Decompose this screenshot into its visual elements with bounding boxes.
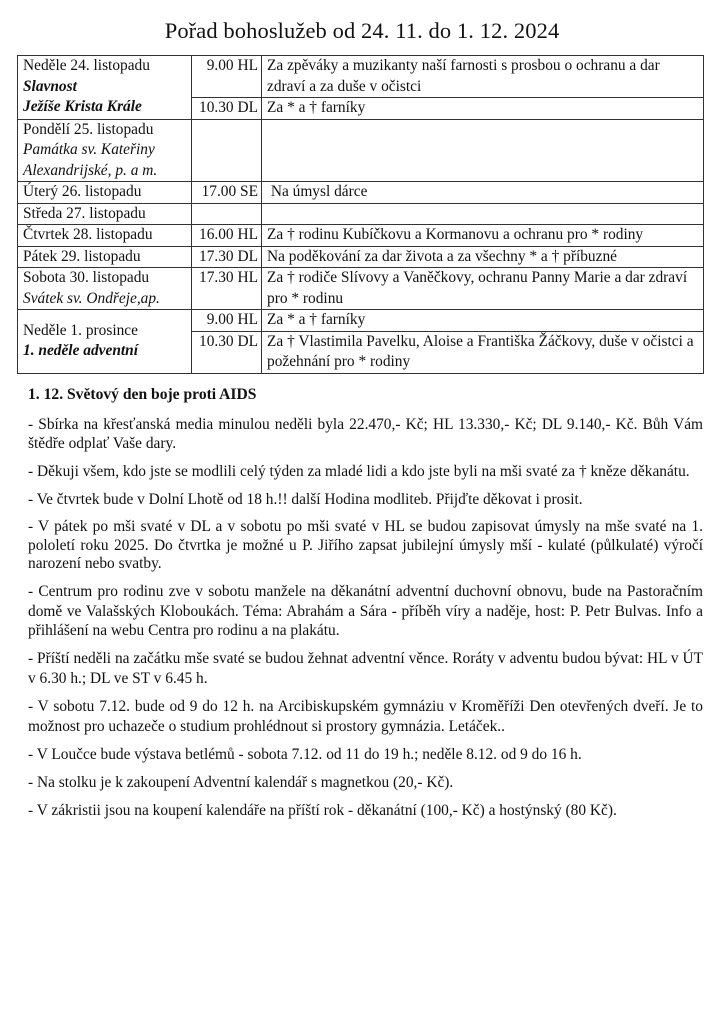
table-row	[18, 268, 704, 310]
intention-cell: Za zpěváky a muzikanty naší farnosti s prosbou o ochranu a dar zdraví a za duše v očistci	[262, 56, 704, 98]
announcement-item: - Ve čtvrtek bude v Dolní Lhotě od 18 h.!! další Hodina modliteb. Přijďte děkovat i prosit.	[28, 491, 583, 509]
day-cell	[18, 310, 192, 374]
day-cell	[18, 268, 192, 310]
feast-label: Slavnost	[23, 77, 77, 95]
intention-cell: Za * a † farníky	[262, 310, 704, 332]
day-label: Pondělí 25. listopadu	[23, 120, 154, 138]
announcement-item: - Sbírka na křesťanská media minulou neděli byla 22.470,- Kč; HL 13.330,- Kč; DL 9.140,- Kč. Bůh Vám štědře odplať Vaše dary.	[28, 415, 703, 452]
intention-cell: Za † rodinu Kubíčkovu a Kormanovu a ochranu pro * rodiny	[262, 225, 704, 247]
announcement-item: - V Loučce bude výstava betlémů - sobota 7.12. od 11 do 19 h.; neděle 8.12. od 9 do 16 h.	[28, 745, 582, 763]
table-row	[18, 119, 704, 182]
day-label: Neděle 24. listopadu	[23, 57, 150, 74]
intention-cell	[262, 203, 704, 225]
time-cell: 10.30 DL	[192, 98, 262, 120]
day-label: Sobota 30. listopadu	[23, 269, 150, 286]
announcement-item: - V pátek po mši svaté v DL a v sobotu po mši svaté v HL se budou zapisovat úmysly na mše svaté na 1. pololetí roku 2025. Do čtvrtka je možné u P. Jiřího zapsat jubilejní úmysly mší - kulaté (půlkulaté) výročí narození nebo svatby.	[28, 518, 703, 573]
announcement-item: - Na stolku je k zakoupení Adventní kalendář s magnetkou (20,- Kč).	[28, 773, 454, 791]
time-cell: 17.30 HL	[192, 268, 262, 310]
time-cell: 9.00 HL	[192, 56, 262, 98]
day-cell: Čtvrtek 28. listopadu	[18, 225, 192, 247]
day-cell	[18, 119, 192, 182]
day-cell: Středa 27. listopadu	[18, 203, 192, 225]
intention-cell	[262, 119, 704, 182]
page-title: Pořad bohoslužeb od 24. 11. do 1. 12. 2024	[164, 18, 560, 43]
day-label: Neděle 1. prosince	[23, 321, 138, 339]
intention-cell: Na poděkování za dar života a za všechny * a † příbuzné	[262, 246, 704, 268]
table-row	[18, 56, 704, 98]
schedule-table	[17, 55, 704, 374]
day-cell: Pátek 29. listopadu	[18, 246, 192, 268]
time-cell: 16.00 HL	[192, 225, 262, 247]
intention-cell: Za * a † farníky	[262, 98, 704, 120]
table-row	[18, 310, 704, 332]
intention-cell: Na úmysl dárce	[262, 182, 704, 204]
time-cell: 9.00 HL	[192, 310, 262, 332]
announcements-heading: 1. 12. Světový den boje proti AIDS	[28, 386, 257, 403]
time-cell	[192, 203, 262, 225]
feast-label: Svátek sv. Ondřeje,ap.	[23, 289, 160, 307]
feast-label: Ježíše Krista Krále	[23, 98, 142, 115]
day-cell: Úterý 26. listopadu	[18, 182, 192, 204]
feast-label: Alexandrijské, p. a m.	[23, 161, 158, 179]
announcement-item: - Centrum pro rodinu zve v sobotu manžele na děkanátní adventní duchovní obnovu, bude na Pastoračním domě ve Valašských Kloboukách. Téma: Abrahám a Sára - příběh víry a naděje, host: P. Petr Bulvas. Info a přihlášení na webu Centra pro rodinu a na plakátu.	[28, 583, 703, 640]
time-cell: 17.30 DL	[192, 246, 262, 268]
table-row	[18, 246, 704, 268]
announcements	[28, 385, 703, 829]
announcement-item: - V zákristii jsou na koupení kalendáře na příští rok - děkanátní (100,- Kč) a hostýnský (80 Kč).	[28, 801, 617, 819]
intention-cell: Za † rodiče Slívovy a Vaněčkovy, ochranu Panny Marie a dar zdraví pro * rodinu	[262, 268, 704, 310]
table-row	[18, 182, 704, 204]
table-row	[18, 203, 704, 225]
day-cell	[18, 56, 192, 120]
intention-cell: Za † Vlastimila Pavelku, Aloise a Františka Žáčkovy, duše v očistci a požehnání pro * rodiny	[262, 331, 704, 373]
feast-label: Památka sv. Kateřiny	[23, 141, 155, 158]
feast-label: 1. neděle adventní	[23, 342, 138, 360]
announcement-item: - Příští neděli na začátku mše svaté se budou žehnat adventní věnce. Roráty v adventu budou bývat: HL v ÚT v 6.30 h.; DL ve ST v 6.45 h.	[28, 650, 703, 687]
time-cell	[192, 119, 262, 182]
announcement-item: - Děkuji všem, kdo jste se modlili celý týden za mladé lidi a kdo jste byli na mši svaté za † kněze děkanátu.	[28, 463, 690, 481]
announcement-item: - V sobotu 7.12. bude od 9 do 12 h. na Arcibiskupském gymnáziu v Kroměříži Den otevřených dveří. Je to možnost pro uchazeče o studium prohlédnout si prostory gymnázia. Letáček..	[28, 698, 703, 735]
table-row	[18, 225, 704, 247]
time-cell: 10.30 DL	[192, 331, 262, 373]
time-cell: 17.00 SE	[192, 182, 262, 204]
